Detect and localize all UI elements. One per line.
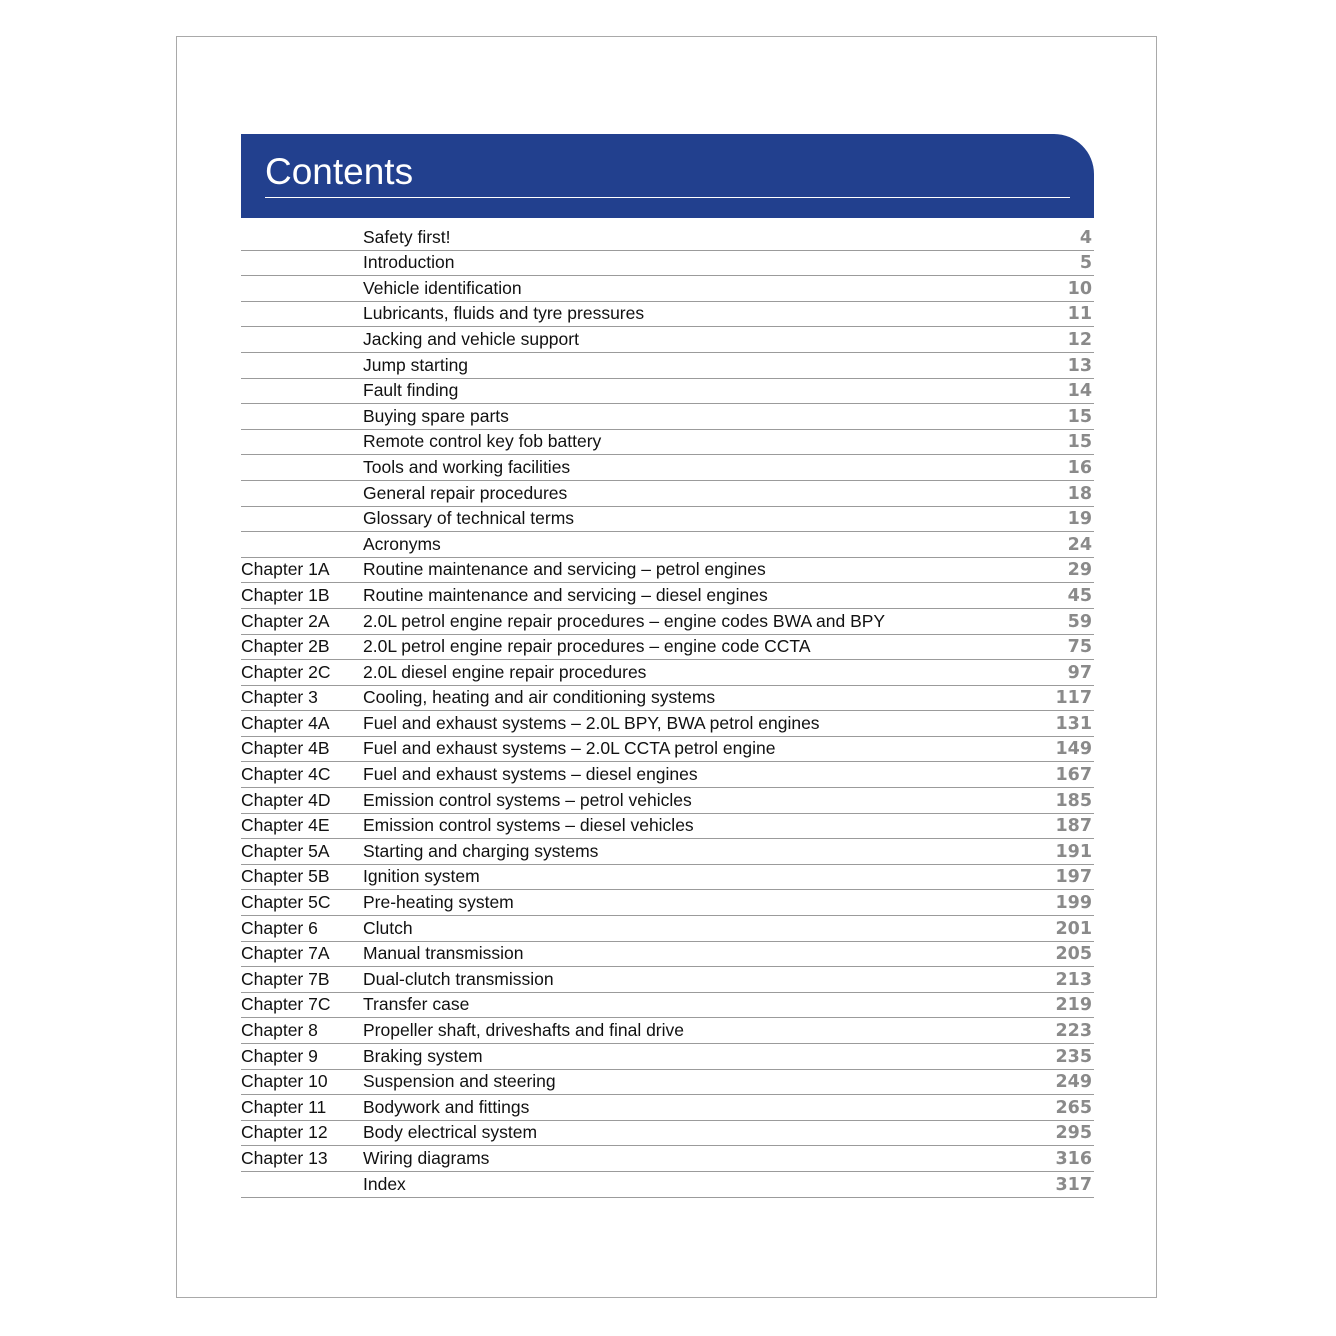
toc-chapter-label: Chapter 6 [241,917,318,938]
toc-page-number: 10 [1067,278,1092,299]
toc-row[interactable] [241,967,1094,993]
toc-page-number: 316 [1055,1148,1092,1169]
toc-entry-title: Body electrical system [363,1122,538,1143]
toc-row[interactable] [241,327,1094,353]
toc-page-number: 13 [1067,355,1092,376]
toc-entry-title: Clutch [363,917,413,938]
toc-chapter-label: Chapter 7B [241,968,330,989]
toc-row[interactable] [241,762,1094,788]
toc-chapter-label: Chapter 4D [241,789,331,810]
toc-row[interactable] [241,532,1094,558]
toc-entry-title: Introduction [363,252,455,273]
toc-row[interactable] [241,788,1094,814]
toc-chapter-label: Chapter 1B [241,584,330,605]
toc-entry-title: Safety first! [363,226,451,247]
toc-page-number: 187 [1055,816,1092,837]
toc-page-number: 11 [1067,304,1092,325]
toc-row[interactable] [241,379,1094,405]
toc-entry-title: Routine maintenance and servicing – petrol engines [363,559,766,580]
toc-page-number: 45 [1067,585,1092,606]
toc-row[interactable] [241,660,1094,686]
toc-entry-title: Index [363,1173,406,1194]
toc-entry-title: Braking system [363,1045,483,1066]
toc-page-number: 317 [1055,1174,1092,1195]
toc-page-number: 15 [1067,432,1092,453]
toc-chapter-label: Chapter 12 [241,1122,328,1143]
toc-chapter-label: Chapter 5A [241,840,330,861]
toc-page-number: 197 [1055,867,1092,888]
toc-chapter-label: Chapter 7C [241,994,331,1015]
toc-page-number: 223 [1055,1021,1092,1041]
toc-row[interactable] [241,1070,1094,1096]
toc-chapter-label: Chapter 5C [241,892,331,913]
toc-row[interactable] [241,814,1094,840]
toc-entry-title: Tools and working facilities [363,456,571,477]
toc-row[interactable] [241,890,1094,916]
toc-entry-title: Fault finding [363,380,459,401]
toc-row[interactable] [241,839,1094,865]
toc-chapter-label: Chapter 7A [241,943,330,964]
toc-row[interactable] [241,1018,1094,1044]
toc-entry-title: Transfer case [363,994,470,1015]
toc-page-number: 4 [1079,227,1092,248]
toc-entry-title: Pre-heating system [363,892,514,913]
toc-page-number: 29 [1067,560,1092,581]
toc-entry-title: Emission control systems – petrol vehicles [363,789,692,810]
toc-page-number: 12 [1067,329,1092,350]
contents-header-banner [241,134,1094,218]
toc-chapter-label: Chapter 2C [241,661,331,682]
toc-chapter-label: Chapter 3 [241,687,318,708]
toc-entry-title: Glossary of technical terms [363,508,575,529]
toc-row[interactable] [241,353,1094,379]
toc-chapter-label: Chapter 4B [241,738,330,759]
toc-page-number: 24 [1067,534,1092,555]
toc-entry-title: Remote control key fob battery [363,431,602,452]
toc-chapter-label: Chapter 8 [241,1020,318,1040]
toc-chapter-label: Chapter 2B [241,636,330,657]
toc-page-number: 249 [1055,1072,1092,1093]
toc-entry-title: Wiring diagrams [363,1147,490,1168]
toc-row[interactable] [241,1095,1094,1121]
toc-chapter-label: Chapter 4A [241,712,330,733]
toc-page-number: 97 [1067,662,1092,683]
toc-entry-title: Emission control systems – diesel vehicles [363,815,694,836]
toc-chapter-label: Chapter 4E [241,815,330,836]
toc-row[interactable] [241,916,1094,942]
toc-page-number: 19 [1067,509,1092,530]
table-of-contents [241,225,1094,1198]
toc-entry-title: Fuel and exhaust systems – 2.0L CCTA petrol engine [363,738,776,759]
toc-row[interactable] [241,558,1094,584]
toc-row[interactable] [241,993,1094,1019]
toc-page-number: 219 [1055,995,1092,1016]
toc-page-number: 16 [1067,457,1092,478]
toc-row[interactable] [241,865,1094,891]
toc-row[interactable] [241,225,1094,251]
toc-row[interactable] [241,635,1094,661]
toc-row[interactable] [241,1121,1094,1147]
toc-chapter-label: Chapter 2A [241,610,330,631]
toc-chapter-label: Chapter 9 [241,1045,318,1066]
toc-page-number: 185 [1055,790,1092,811]
toc-entry-title: Fuel and exhaust systems – 2.0L BPY, BWA petrol engines [363,712,820,733]
toc-entry-title: Manual transmission [363,943,524,964]
toc-page-number: 75 [1067,637,1092,658]
page-title: Contents [265,151,414,192]
toc-page-number: 149 [1055,739,1092,760]
toc-page-number: 199 [1055,893,1092,914]
toc-row[interactable] [241,455,1094,481]
toc-page-number: 131 [1055,713,1092,734]
toc-page-number: 18 [1067,483,1092,504]
toc-row[interactable] [241,404,1094,430]
toc-row[interactable] [241,481,1094,507]
toc-entry-title: 2.0L diesel engine repair procedures [363,661,647,682]
toc-page-number: 59 [1067,611,1092,632]
toc-row[interactable] [241,686,1094,712]
toc-row[interactable] [241,251,1094,277]
toc-entry-title: 2.0L petrol engine repair procedures – engine code CCTA [363,636,811,657]
toc-entry-title: Ignition system [363,866,480,887]
toc-entry-title: 2.0L petrol engine repair procedures – engine codes BWA and BPY [363,610,886,631]
toc-entry-title: Buying spare parts [363,405,509,426]
toc-chapter-label: Chapter 13 [241,1147,328,1168]
toc-page-number: 295 [1055,1123,1092,1144]
toc-page-number: 167 [1055,765,1092,786]
toc-chapter-label: Chapter 1A [241,559,330,580]
toc-entry-title: General repair procedures [363,482,568,503]
toc-chapter-label: Chapter 5B [241,866,330,887]
toc-entry-title: Acronyms [363,533,441,554]
toc-row[interactable] [241,942,1094,968]
toc-page-number: 235 [1055,1046,1092,1067]
toc-row[interactable] [241,302,1094,328]
toc-entry-title: Lubricants, fluids and tyre pressures [363,303,645,324]
toc-row[interactable] [241,609,1094,635]
toc-row[interactable] [241,1044,1094,1070]
toc-entry-title: Vehicle identification [363,277,522,298]
toc-chapter-label: Chapter 4C [241,764,331,785]
toc-row[interactable] [241,507,1094,533]
toc-page-number: 5 [1079,253,1092,274]
toc-entry-title: Jacking and vehicle support [363,328,579,349]
toc-entry-title: Dual-clutch transmission [363,968,554,989]
toc-page-number: 265 [1055,1097,1092,1118]
toc-entry-title: Cooling, heating and air conditioning systems [363,687,716,708]
toc-chapter-label: Chapter 10 [241,1071,328,1092]
toc-entry-title: Suspension and steering [363,1071,556,1092]
toc-page-number: 213 [1055,969,1092,990]
toc-page-number: 205 [1055,944,1092,965]
toc-page-number: 15 [1067,406,1092,427]
toc-entry-title: Jump starting [363,354,469,375]
toc-entry-title: Bodywork and fittings [363,1096,530,1117]
toc-entry-title: Propeller shaft, driveshafts and final drive [363,1020,684,1040]
toc-entry-title: Starting and charging systems [363,840,599,861]
toc-row[interactable] [241,1146,1094,1172]
toc-page-number: 191 [1055,841,1092,862]
toc-row[interactable] [241,430,1094,456]
header-divider [265,197,1070,198]
toc-page-number: 201 [1055,918,1092,939]
toc-row[interactable] [241,1172,1094,1198]
toc-page-number: 117 [1055,688,1092,709]
toc-entry-title: Fuel and exhaust systems – diesel engines [363,764,698,785]
toc-entry-title: Routine maintenance and servicing – diesel engines [363,584,768,605]
toc-row[interactable] [241,276,1094,302]
toc-row[interactable] [241,737,1094,763]
toc-row[interactable] [241,583,1094,609]
toc-chapter-label: Chapter 11 [241,1096,327,1117]
toc-page-number: 14 [1067,381,1092,402]
toc-row[interactable] [241,711,1094,737]
